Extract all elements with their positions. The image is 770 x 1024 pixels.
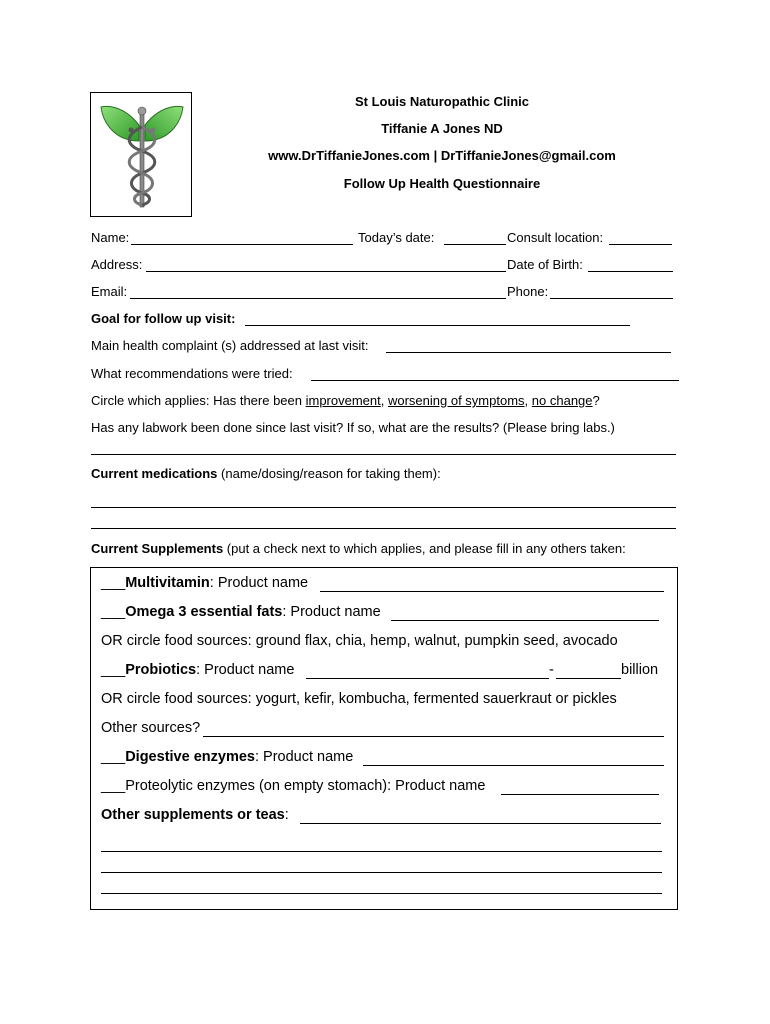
doctor-name: Tiffanie A Jones ND xyxy=(381,121,503,136)
probiotics-check[interactable]: ___ xyxy=(101,662,126,678)
probiotics-product-field[interactable] xyxy=(306,678,549,679)
multivitamin-product-field[interactable] xyxy=(320,591,664,592)
circle-suffix: ? xyxy=(592,393,600,408)
other-supplements-line-3[interactable] xyxy=(101,893,662,894)
consult-location-label: Consult location: xyxy=(507,230,604,245)
consult-location-field[interactable] xyxy=(609,244,672,245)
digestive-label: Digestive enzymes xyxy=(125,749,255,765)
current-supplements-hint: (put a check next to which applies, and please fill in any others taken: xyxy=(223,541,626,556)
todays-date-label: Today’s date: xyxy=(358,230,435,245)
address-field[interactable] xyxy=(146,271,506,272)
labwork-label: Has any labwork been done since last visit? If so, what are the results? (Please bring labs.) xyxy=(91,420,615,435)
goal-label: Goal for follow up visit: xyxy=(91,311,236,326)
todays-date-field[interactable] xyxy=(444,244,506,245)
email-label: Email: xyxy=(91,284,128,299)
multivitamin-label: Multivitamin xyxy=(125,575,210,591)
omega3-food-sources: OR circle food sources: ground flax, chia, hemp, walnut, pumpkin seed, avocado xyxy=(101,633,618,649)
caduceus-logo-icon xyxy=(95,97,189,214)
probiotics-label: Probiotics xyxy=(125,662,197,678)
separator-2: , xyxy=(524,393,532,408)
option-worsening[interactable]: worsening of symptoms xyxy=(387,393,525,408)
other-supplements-line-2[interactable] xyxy=(101,872,662,873)
current-supplements xyxy=(91,541,626,556)
recommendations-field[interactable] xyxy=(311,380,679,381)
other-sources-label: Other sources? xyxy=(101,720,201,736)
other-supplements-field[interactable] xyxy=(300,823,661,824)
digestive-check[interactable]: ___ xyxy=(101,749,126,765)
omega3-check[interactable]: ___ xyxy=(101,604,126,620)
other-sources-field[interactable] xyxy=(203,736,664,737)
option-improvement[interactable]: improvement xyxy=(305,393,381,408)
logo-frame xyxy=(90,92,192,217)
medications-line-2[interactable] xyxy=(91,528,676,529)
probiotics-billion-field[interactable] xyxy=(556,678,621,679)
medications-line-1[interactable] xyxy=(91,507,676,508)
omega3-label: Omega 3 essential fats xyxy=(125,604,283,620)
other-supplements-rest: : xyxy=(284,807,289,823)
name-label: Name: xyxy=(91,230,130,245)
name-field[interactable] xyxy=(131,244,353,245)
form-title: Follow Up Health Questionnaire xyxy=(343,176,541,191)
proteolytic-row[interactable]: ___Proteolytic enzymes (on empty stomach): Product name xyxy=(101,778,486,794)
other-supplements-label: Other supplements or teas xyxy=(101,807,285,823)
recommendations-label: What recommendations were tried: xyxy=(91,366,293,381)
labwork-field[interactable] xyxy=(91,454,676,455)
clinic-name: St Louis Naturopathic Clinic xyxy=(354,94,530,109)
digestive-rest: : Product name xyxy=(254,749,354,765)
option-no-change[interactable]: no change xyxy=(531,393,593,408)
main-complaint-label: Main health complaint (s) addressed at last visit: xyxy=(91,338,369,353)
goal-field[interactable] xyxy=(245,325,630,326)
multivitamin-row xyxy=(101,575,308,591)
email-field[interactable] xyxy=(130,298,506,299)
omega3-product-field[interactable] xyxy=(391,620,659,621)
digestive-product-field[interactable] xyxy=(363,765,664,766)
current-medications-label: Current medications xyxy=(91,466,218,481)
probiotics-billion: billion xyxy=(621,662,659,678)
other-supplements-row xyxy=(101,807,289,823)
current-medications-hint: (name/dosing/reason for taking them): xyxy=(217,466,441,481)
circle-prefix: Circle which applies: Has there been xyxy=(91,393,306,408)
web-email: www.DrTiffanieJones.com | DrTiffanieJones@gmail.com xyxy=(268,148,616,163)
current-medications xyxy=(91,466,441,481)
probiotics-dash: - xyxy=(549,662,554,678)
other-supplements-line-1[interactable] xyxy=(101,851,662,852)
digestive-row xyxy=(101,749,353,765)
circle-which-applies xyxy=(91,393,600,408)
separator-1: , xyxy=(380,393,388,408)
omega3-rest: : Product name xyxy=(282,604,381,620)
probiotics-row xyxy=(101,662,294,678)
dob-field[interactable] xyxy=(588,271,673,272)
omega3-row xyxy=(101,604,381,620)
main-complaint-field[interactable] xyxy=(386,352,671,353)
probiotics-food-sources: OR circle food sources: yogurt, kefir, kombucha, fermented sauerkraut or pickles xyxy=(101,691,617,707)
address-label: Address: xyxy=(91,257,143,272)
multivitamin-check[interactable]: ___ xyxy=(101,575,126,591)
multivitamin-rest: : Product name xyxy=(209,575,309,591)
dob-label: Date of Birth: xyxy=(507,257,583,272)
current-supplements-label: Current Supplements xyxy=(91,541,224,556)
phone-label: Phone: xyxy=(507,284,549,299)
proteolytic-product-field[interactable] xyxy=(501,794,659,795)
phone-field[interactable] xyxy=(550,298,673,299)
probiotics-rest: : Product name xyxy=(196,662,295,678)
